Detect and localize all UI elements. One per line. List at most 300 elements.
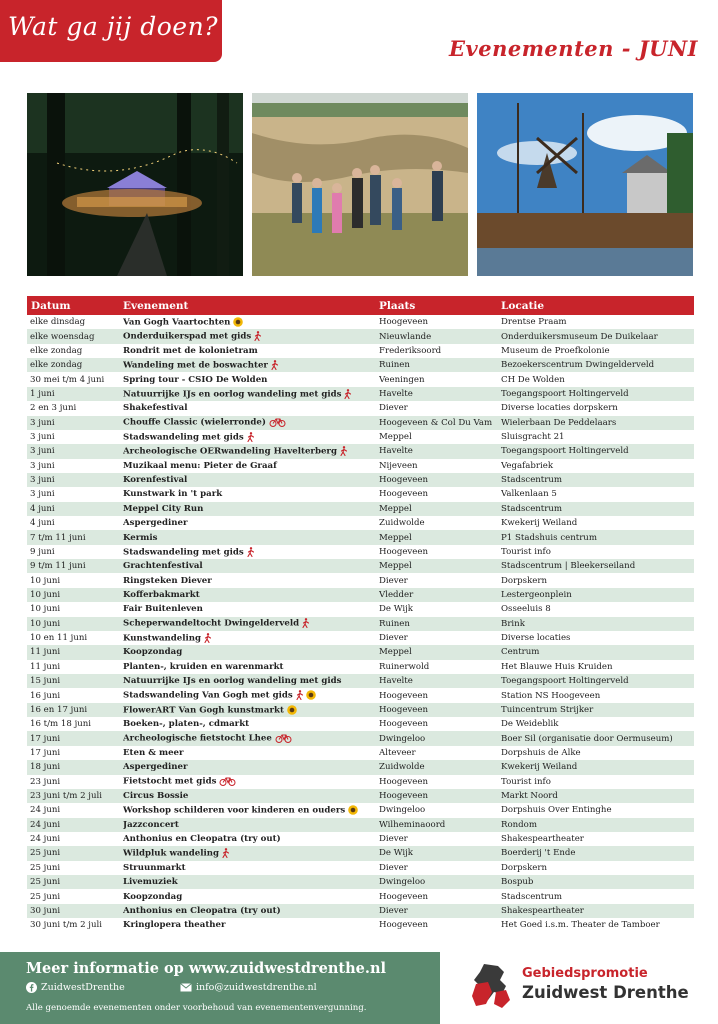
cell-locatie-text: Diverse locaties dorpskern [501, 403, 618, 414]
cell-datum-text: 3 juni [30, 432, 55, 443]
cell-datum-text: 23 juni [30, 776, 61, 787]
cell-plaats-text: Havelte [379, 446, 413, 457]
cell-datum-text: 17 juni [30, 747, 61, 758]
cell-locatie [501, 375, 694, 385]
cell-plaats-text: Havelte [379, 388, 413, 399]
table-row [27, 832, 694, 846]
cell-evenement-text: Jazzconcert [123, 819, 179, 830]
cell-plaats [379, 791, 501, 801]
cell-plaats-text: Ruinerwold [379, 661, 430, 672]
cell-locatie [501, 820, 694, 830]
cell-locatie [501, 920, 694, 930]
cell-locatie-text: Vegafabriek [501, 460, 554, 471]
cell-evenement [123, 647, 379, 657]
cell-datum [27, 705, 123, 715]
cell-locatie-text: Toegangspoort Holtingerveld [501, 446, 629, 457]
cell-datum [27, 360, 123, 370]
cell-plaats [379, 920, 501, 930]
cell-evenement [123, 403, 379, 413]
cell-locatie [501, 719, 694, 729]
cell-evenement [123, 576, 379, 586]
cell-evenement-text: Grachtenfestival [123, 561, 203, 572]
cell-evenement [123, 604, 379, 614]
cell-plaats-text: Hoogeveen [379, 489, 428, 500]
cell-plaats [379, 863, 501, 873]
cell-evenement-text: Stadswandeling met gids [123, 432, 244, 443]
mail-icon [180, 983, 192, 992]
cell-plaats [379, 691, 501, 701]
cell-datum [27, 777, 123, 787]
cell-datum [27, 346, 123, 356]
cell-locatie [501, 518, 694, 528]
more-info-link[interactable]: Meer informatie op www.zuidwestdrenthe.nl [26, 960, 387, 977]
cell-evenement [123, 776, 379, 787]
cell-plaats-text: Ruinen [379, 360, 410, 371]
cell-plaats [379, 504, 501, 514]
cell-datum [27, 375, 123, 385]
cell-evenement-text: Archeologische OERwandeling Havelterberg [123, 446, 337, 457]
cell-locatie [501, 834, 694, 844]
cell-evenement [123, 518, 379, 528]
cell-locatie [501, 590, 694, 600]
cell-datum [27, 518, 123, 528]
cell-locatie-text: Tuincentrum Strijker [501, 704, 594, 715]
cell-datum-text: 3 juni [30, 446, 55, 457]
cell-evenement-text: Fair Buitenleven [123, 604, 203, 615]
logo-line1: Gebiedspromotie [522, 966, 648, 981]
table-row [27, 688, 694, 702]
cell-evenement [123, 906, 379, 916]
cell-locatie-text: Valkenlaan 5 [501, 489, 557, 500]
cell-plaats-text: Hoogeveen [379, 791, 428, 802]
cell-locatie [501, 475, 694, 485]
cell-evenement [123, 633, 379, 644]
cell-evenement-text: Aspergediner [123, 762, 188, 773]
logo [470, 958, 700, 1018]
table-row [27, 545, 694, 559]
facebook-link[interactable] [26, 982, 125, 993]
cell-evenement [123, 504, 379, 514]
cell-plaats-text: Dwingeloo [379, 805, 426, 816]
cell-datum-text: 24 juni [30, 834, 61, 845]
bike-icon [275, 733, 292, 743]
table-row [27, 401, 694, 415]
cell-evenement [123, 561, 379, 571]
cell-evenement-text: Scheperwandeltocht Dwingelderveld [123, 618, 300, 629]
photo-evening-party [27, 93, 243, 276]
cell-plaats [379, 748, 501, 758]
cell-evenement-text: Van Gogh Vaartochten [123, 317, 231, 328]
cell-locatie [501, 619, 694, 629]
cell-evenement [123, 920, 379, 930]
table-row [27, 803, 694, 817]
cell-plaats-text: Diever [379, 905, 408, 916]
walk-icon [222, 848, 229, 858]
cell-evenement [123, 791, 379, 801]
table-row [27, 459, 694, 473]
cell-datum [27, 734, 123, 744]
cell-plaats [379, 403, 501, 413]
cell-locatie-text: Toegangspoort Holtingerveld [501, 676, 629, 687]
cell-datum [27, 576, 123, 586]
cell-locatie [501, 547, 694, 557]
cell-plaats [379, 518, 501, 528]
cell-evenement-text: Anthonius en Cleopatra (try out) [123, 834, 281, 845]
cell-plaats-text: Diever [379, 575, 408, 586]
table-row [27, 760, 694, 774]
cell-evenement-text: Chouffe Classic (wielerronde) [123, 417, 266, 428]
cell-plaats-text: Hoogeveen [379, 546, 428, 557]
cell-locatie-text: Centrum [501, 647, 540, 658]
cell-locatie [501, 734, 694, 744]
cell-datum [27, 834, 123, 844]
cell-locatie-text: Tourist info [501, 546, 551, 557]
cell-evenement-text: Meppel City Run [123, 503, 204, 514]
email-link[interactable] [180, 982, 317, 993]
cell-plaats [379, 332, 501, 342]
cell-plaats [379, 576, 501, 586]
cell-plaats-text: Diever [379, 834, 408, 845]
cell-evenement-text: Anthonius en Cleopatra (try out) [123, 905, 281, 916]
cell-datum-text: 3 juni [30, 417, 55, 428]
cell-evenement-text: Ringsteken Diever [123, 575, 212, 586]
cell-plaats [379, 877, 501, 887]
cell-evenement [123, 863, 379, 873]
table-row [27, 617, 694, 631]
cell-datum-text: 23 juni t/m 2 juli [30, 791, 103, 802]
cell-locatie [501, 777, 694, 787]
table-row [27, 703, 694, 717]
footer [0, 952, 440, 1024]
cell-datum-text: 10 juni [30, 575, 61, 586]
cell-evenement [123, 389, 379, 400]
cell-locatie [501, 403, 694, 413]
table-row [27, 487, 694, 501]
cell-datum-text: 17 juni [30, 733, 61, 744]
cell-evenement [123, 475, 379, 485]
cell-plaats-text: Havelte [379, 676, 413, 687]
cell-evenement [123, 748, 379, 758]
cell-plaats [379, 705, 501, 715]
cell-locatie [501, 360, 694, 370]
cell-datum-text: 4 juni [30, 518, 55, 529]
table-row [27, 559, 694, 573]
cell-datum-text: 30 mei t/m 4 juni [30, 374, 105, 385]
cell-plaats-text: Hoogeveen [379, 719, 428, 730]
walk-icon [271, 360, 278, 370]
bike-icon [219, 776, 236, 786]
cell-plaats-text: Zuidwolde [379, 762, 425, 773]
cell-datum-text: 10 juni [30, 590, 61, 600]
cell-datum-text: 9 t/m 11 juni [30, 561, 86, 572]
cell-locatie [501, 389, 694, 399]
table-row [27, 918, 694, 932]
cell-plaats [379, 662, 501, 672]
cell-locatie [501, 848, 694, 858]
cell-plaats [379, 418, 501, 428]
cell-evenement-text: Wandeling met de boswachter [123, 360, 268, 371]
walk-icon [254, 331, 261, 341]
cell-datum [27, 633, 123, 643]
cell-locatie [501, 561, 694, 571]
cell-datum-text: 11 juni [30, 661, 61, 672]
cell-plaats-text: Nieuwlande [379, 331, 432, 342]
cell-datum-text: 24 juni [30, 819, 61, 830]
cell-evenement-text: Koopzondag [123, 647, 183, 658]
table-row [27, 430, 694, 444]
cell-evenement [123, 877, 379, 887]
cell-datum [27, 332, 123, 342]
cell-evenement-text: Natuurrijke IJs en oorlog wandeling met gids [123, 676, 342, 687]
cell-datum [27, 561, 123, 571]
cell-plaats [379, 461, 501, 471]
cell-evenement [123, 733, 379, 744]
cell-locatie-text: De Weideblik [501, 719, 559, 730]
cell-datum [27, 418, 123, 428]
cell-plaats [379, 547, 501, 557]
col-locatie: Locatie [501, 299, 545, 312]
cell-datum [27, 762, 123, 772]
cell-plaats [379, 834, 501, 844]
cell-locatie-text: Brink [501, 618, 525, 629]
table-row [27, 818, 694, 832]
cell-locatie-text: Station NS Hoogeveen [501, 690, 601, 701]
cell-datum-text: 25 juni [30, 877, 61, 888]
cell-datum [27, 662, 123, 672]
cell-datum [27, 533, 123, 543]
cell-datum-text: 3 juni [30, 489, 55, 500]
cell-evenement-text: Livemuziek [123, 877, 178, 888]
cell-evenement-text: Eten & meer [123, 747, 184, 758]
cell-locatie [501, 432, 694, 442]
cell-datum-text: elke woensdag [30, 331, 95, 342]
cell-locatie [501, 662, 694, 672]
cell-evenement [123, 360, 379, 371]
cell-locatie-text: Markt Noord [501, 791, 558, 802]
cell-evenement-text: Kofferbakmarkt [123, 590, 200, 600]
cell-evenement-text: Boeken-, platen-, cdmarkt [123, 719, 250, 730]
cell-locatie [501, 762, 694, 772]
cell-plaats-text: Hoogeveen [379, 704, 428, 715]
cell-datum-text: 10 juni [30, 618, 61, 629]
cell-plaats [379, 533, 501, 543]
cell-datum-text: 4 juni [30, 503, 55, 514]
logo-line2: Zuidwest Drenthe [522, 983, 689, 1002]
cell-plaats-text: Hoogeveen [379, 891, 428, 902]
cell-evenement [123, 719, 379, 729]
cell-plaats-text: Dwingeloo [379, 733, 426, 744]
cell-plaats [379, 719, 501, 729]
table-row [27, 674, 694, 688]
table-row [27, 372, 694, 386]
cell-datum [27, 820, 123, 830]
cell-locatie [501, 332, 694, 342]
cell-evenement [123, 834, 379, 844]
cell-locatie-text: Onderduikersmuseum De Duikelaar [501, 331, 658, 342]
cell-datum [27, 446, 123, 456]
table-row [27, 344, 694, 358]
col-evenement: Evenement [123, 299, 189, 312]
table-row [27, 861, 694, 875]
table-row [27, 329, 694, 343]
table-row [27, 789, 694, 803]
cell-plaats [379, 375, 501, 385]
col-datum: Datum [31, 299, 71, 312]
cell-datum [27, 547, 123, 557]
cell-plaats [379, 389, 501, 399]
table-row [27, 315, 694, 329]
cell-datum [27, 475, 123, 485]
cell-plaats-text: Frederiksoord [379, 345, 442, 356]
cell-locatie-text: Bospub [501, 877, 534, 888]
cell-evenement [123, 892, 379, 902]
cell-plaats [379, 734, 501, 744]
cell-locatie [501, 906, 694, 916]
cell-evenement-text: Planten-, kruiden en warenmarkt [123, 661, 284, 672]
cell-locatie-text: Toegangspoort Holtingerveld [501, 388, 629, 399]
cell-plaats-text: Nijeveen [379, 460, 418, 471]
cell-locatie-text: Boerderij 't Ende [501, 848, 576, 859]
cell-locatie [501, 576, 694, 586]
table-row [27, 416, 694, 430]
cell-evenement [123, 848, 379, 859]
cell-datum-text: 16 juni [30, 690, 61, 701]
cell-locatie [501, 317, 694, 327]
cell-datum [27, 920, 123, 930]
cell-locatie-text: Dorpskern [501, 862, 548, 873]
cell-datum-text: 30 juni [30, 905, 61, 916]
cell-datum-text: 2 en 3 juni [30, 403, 77, 414]
cell-datum-text: 24 juni [30, 805, 61, 816]
cell-datum-text: 9 juni [30, 546, 55, 557]
cell-datum [27, 877, 123, 887]
cell-datum [27, 432, 123, 442]
table-row [27, 530, 694, 544]
cell-locatie [501, 691, 694, 701]
cell-locatie-text: Stadscentrum [501, 891, 563, 902]
cell-plaats [379, 561, 501, 571]
cell-evenement-text: Kermis [123, 532, 158, 543]
cell-plaats-text: Meppel [379, 532, 412, 543]
cell-plaats [379, 647, 501, 657]
cell-datum [27, 403, 123, 413]
cell-locatie [501, 489, 694, 499]
cell-plaats-text: Diever [379, 403, 408, 414]
cell-datum [27, 647, 123, 657]
cell-plaats-text: Diever [379, 633, 408, 644]
cell-evenement-text: Stadswandeling met gids [123, 547, 244, 558]
cell-evenement [123, 762, 379, 772]
walk-icon [340, 446, 347, 456]
cell-datum [27, 389, 123, 399]
page-title: Evenementen - JUNI [449, 36, 698, 61]
cell-datum [27, 863, 123, 873]
table-row [27, 358, 694, 372]
cell-plaats [379, 762, 501, 772]
cell-locatie-text: Kwekerij Weiland [501, 762, 578, 773]
cell-evenement-text: Kunstwark in 't park [123, 489, 223, 500]
cell-locatie-text: Bezoekerscentrum Dwingelderveld [501, 360, 655, 371]
cell-plaats [379, 475, 501, 485]
cell-plaats-text: De Wijk [379, 848, 414, 859]
table-row [27, 746, 694, 760]
cell-locatie-text: P1 Stadshuis centrum [501, 532, 597, 543]
cell-evenement-text: Onderduikerspad met gids [123, 331, 252, 342]
cell-plaats-text: Meppel [379, 503, 412, 514]
cell-plaats-text: Hoogeveen [379, 920, 428, 931]
cell-evenement-text: Stadswandeling Van Gogh met gids [123, 690, 293, 701]
sunflower-icon [287, 705, 297, 715]
disclaimer: Alle genoemde evenementen onder voorbehoud van evenementenvergunning. [26, 1003, 367, 1013]
cell-locatie [501, 805, 694, 815]
cell-plaats-text: Wilheminaoord [379, 819, 446, 830]
cell-datum [27, 719, 123, 729]
cell-evenement [123, 805, 379, 816]
cell-locatie [501, 633, 694, 643]
cell-datum [27, 892, 123, 902]
table-row [27, 645, 694, 659]
cell-plaats-text: De Wijk [379, 604, 414, 615]
cell-plaats-text: Hoogeveen [379, 776, 428, 787]
walk-icon [247, 432, 254, 442]
cell-evenement [123, 346, 379, 356]
cell-locatie-text: Dorpshuis Over Entinghe [501, 805, 612, 816]
cell-evenement-text: FlowerART Van Gogh kunstmarkt [123, 705, 284, 716]
cell-plaats [379, 604, 501, 614]
events-table [27, 296, 694, 932]
cell-plaats [379, 317, 501, 327]
cell-evenement-text: Archeologische fietstocht Lhee [123, 733, 272, 744]
cell-evenement [123, 690, 379, 701]
sunflower-icon [348, 805, 358, 815]
cell-evenement [123, 820, 379, 830]
facebook-label: ZuidwestDrenthe [41, 982, 125, 993]
cell-locatie-text: Stadscentrum [501, 503, 563, 514]
cell-plaats [379, 633, 501, 643]
cell-evenement [123, 461, 379, 471]
cell-datum-text: 7 t/m 11 juni [30, 532, 86, 543]
table-row [27, 473, 694, 487]
cell-evenement-text: Muzikaal menu: Pieter de Graaf [123, 460, 277, 471]
cell-locatie-text: Tourist info [501, 776, 551, 787]
cell-locatie [501, 705, 694, 715]
table-row [27, 717, 694, 731]
cell-locatie [501, 647, 694, 657]
cell-datum [27, 906, 123, 916]
sunflower-icon [233, 317, 243, 327]
cell-evenement-text: Spring tour - CSIO De Wolden [123, 374, 268, 385]
table-row [27, 875, 694, 889]
cell-datum [27, 848, 123, 858]
cell-evenement-text: Shakefestival [123, 403, 188, 414]
cell-locatie-text: Kwekerij Weiland [501, 518, 578, 529]
cell-datum [27, 590, 123, 600]
cell-datum [27, 691, 123, 701]
table-row [27, 846, 694, 860]
table-row [27, 573, 694, 587]
walk-icon [204, 633, 211, 643]
cell-plaats [379, 489, 501, 499]
cell-locatie-text: Museum de Proefkolonie [501, 345, 610, 356]
table-row [27, 904, 694, 918]
cell-locatie [501, 877, 694, 887]
cell-evenement-text: Aspergediner [123, 518, 188, 529]
cell-locatie-text: Rondom [501, 819, 538, 830]
cell-locatie-text: Het Goed i.s.m. Theater de Tamboer [501, 920, 660, 931]
table-row [27, 631, 694, 645]
cell-plaats [379, 848, 501, 858]
cell-datum [27, 604, 123, 614]
